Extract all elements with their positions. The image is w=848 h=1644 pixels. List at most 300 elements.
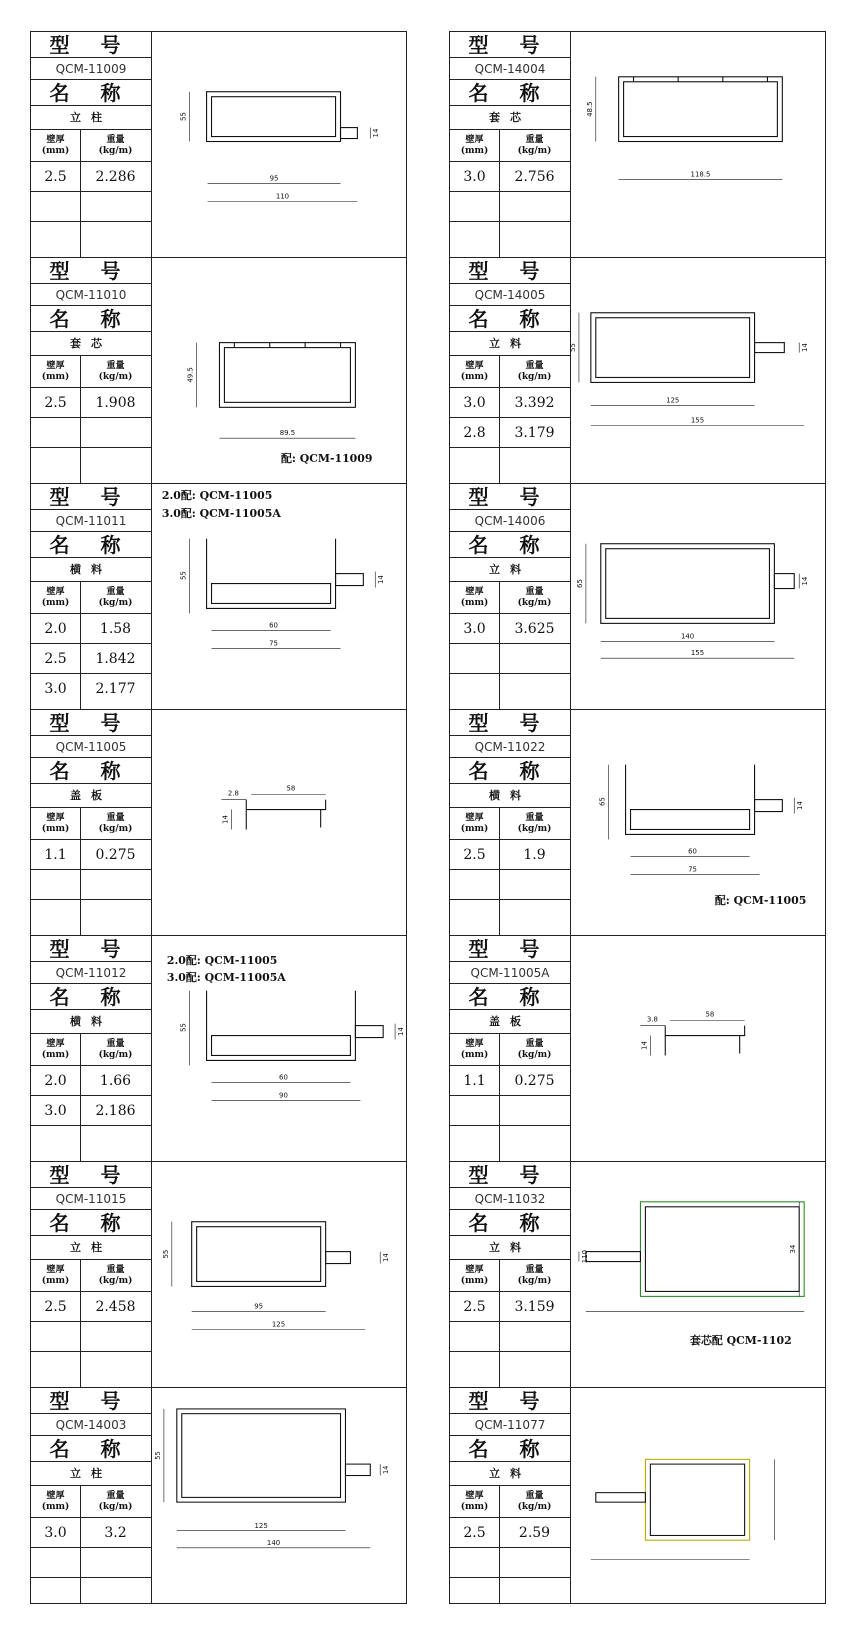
spec-row — [31, 1126, 151, 1156]
profile-card — [30, 31, 407, 257]
profile-cover — [246, 800, 325, 810]
model-heading: 型 号 — [31, 936, 151, 962]
model-number: QCM-14003 — [31, 1414, 151, 1436]
spec-row — [450, 674, 570, 704]
profile-drawing — [571, 484, 825, 709]
profile-mullion — [755, 343, 785, 353]
thickness-header — [31, 582, 80, 609]
profile-card — [449, 483, 826, 709]
thickness-header — [450, 1486, 499, 1513]
spec-row — [450, 614, 570, 644]
weight-header — [499, 1034, 570, 1061]
weight-label: 重量 — [525, 361, 544, 371]
model-number: QCM-11032 — [450, 1188, 570, 1210]
thickness-header — [450, 582, 499, 609]
weight-unit: (kg/m) — [517, 1502, 552, 1512]
weight-header — [499, 582, 570, 609]
spec-panel — [31, 1162, 152, 1387]
profile-drawing — [571, 936, 825, 1161]
spec-note: 2.0配: QCM-11005 — [161, 488, 273, 502]
weight-header — [80, 1260, 151, 1287]
dimension-label: 14 — [801, 576, 810, 586]
spec-header — [31, 356, 151, 388]
spec-header — [31, 1260, 151, 1292]
name-heading: 名 称 — [31, 758, 151, 784]
spec-note: 2.0配: QCM-11005 — [166, 953, 278, 967]
model-heading: 型 号 — [31, 32, 151, 58]
profile-name: 立柱 — [31, 1462, 151, 1486]
dimension-label: 89.5 — [279, 429, 296, 438]
model-heading: 型 号 — [450, 32, 570, 58]
dimension-label: 14 — [382, 1253, 391, 1262]
thickness-label: 壁厚 — [46, 135, 65, 145]
thickness-label: 壁厚 — [46, 1265, 65, 1275]
weight-unit: (kg/m) — [98, 146, 133, 156]
weight-header — [499, 130, 570, 157]
profile-outer — [591, 313, 755, 383]
dimension-label: 55 — [179, 1023, 188, 1033]
dimension-label: 48.5 — [585, 101, 594, 117]
profile-name: 横料 — [31, 1010, 151, 1034]
dimension-label: 155 — [690, 416, 705, 425]
spec-row — [450, 418, 570, 448]
weight-header — [499, 1486, 570, 1513]
model-heading: 型 号 — [31, 710, 151, 736]
right-column — [449, 31, 826, 1604]
thickness-header — [31, 1034, 80, 1061]
dimension-label: 14 — [801, 343, 810, 353]
dimension-label: 14 — [377, 575, 386, 584]
wall-thickness-value: 1.1 — [463, 1073, 486, 1089]
dimension-label: 140 — [266, 1539, 281, 1547]
weight-unit: (kg/m) — [98, 598, 133, 608]
profile-card — [449, 1387, 826, 1604]
spec-row — [450, 1352, 570, 1382]
model-heading: 型 号 — [31, 258, 151, 284]
profile-svg — [571, 1162, 825, 1387]
model-number: QCM-14004 — [450, 58, 570, 80]
wall-thickness-value: 2.5 — [44, 169, 67, 185]
dimension-label: 55 — [161, 1249, 170, 1259]
thickness-unit: (mm) — [41, 146, 70, 156]
profile-channel — [207, 539, 336, 609]
thickness-label: 壁厚 — [465, 813, 484, 823]
profile-outer — [219, 343, 355, 408]
profile-svg — [152, 258, 406, 483]
model-number: QCM-11009 — [31, 58, 151, 80]
profile-mullion — [345, 1464, 370, 1475]
dimension-label: 155 — [690, 649, 705, 658]
profile-inner — [624, 82, 778, 137]
profile-outer — [207, 92, 341, 142]
name-heading: 名 称 — [31, 306, 151, 332]
spec-panel — [450, 258, 571, 483]
profile-name: 套芯 — [31, 332, 151, 356]
spec-row — [450, 644, 570, 674]
thickness-header — [31, 356, 80, 383]
dimension-label: 75 — [688, 865, 697, 874]
weight-header — [80, 1486, 151, 1513]
weight-value: 1.58 — [99, 621, 132, 637]
wall-thickness-value: 2.5 — [463, 1525, 486, 1541]
wall-thickness-value: 3.0 — [44, 1525, 67, 1541]
dimension-label: 65 — [598, 797, 607, 807]
spec-row — [450, 192, 570, 222]
spec-row — [31, 1096, 151, 1126]
thickness-label: 壁厚 — [465, 1265, 484, 1275]
model-number: QCM-11011 — [31, 510, 151, 532]
dimension-label: 14 — [796, 801, 805, 810]
model-heading: 型 号 — [450, 936, 570, 962]
profile-svg — [568, 258, 825, 483]
spec-header — [31, 808, 151, 840]
weight-unit: (kg/m) — [517, 146, 552, 156]
left-column — [30, 31, 407, 1604]
weight-value: 1.66 — [99, 1073, 132, 1089]
spec-row — [31, 1352, 151, 1382]
profile-channel — [207, 991, 356, 1061]
weight-value: 1.908 — [95, 395, 136, 411]
wall-thickness-value: 3.0 — [463, 395, 486, 411]
spec-row — [450, 1066, 570, 1096]
profile-name: 横料 — [450, 784, 570, 808]
thickness-label: 壁厚 — [465, 587, 484, 597]
weight-label: 重量 — [106, 1039, 125, 1049]
spec-row — [31, 1548, 151, 1578]
column-divider — [499, 808, 500, 935]
dimension-label: 14 — [372, 128, 381, 138]
profile-outer — [645, 1459, 749, 1540]
profile-name: 盖板 — [450, 1010, 570, 1034]
spec-row — [450, 900, 570, 930]
spec-row — [31, 1292, 151, 1322]
profile-card — [30, 483, 407, 709]
weight-value: 2.756 — [514, 169, 555, 185]
profile-inner — [182, 1414, 341, 1498]
profile-card — [30, 1161, 407, 1387]
profile-drawing — [152, 32, 406, 257]
spec-row — [450, 448, 570, 478]
profile-cover — [665, 1026, 744, 1036]
weight-header — [80, 356, 151, 383]
spec-row — [31, 388, 151, 418]
spec-note: 配: QCM-11009 — [280, 452, 373, 466]
column-divider — [499, 1260, 500, 1387]
spec-header — [450, 1034, 570, 1066]
wall-thickness-value: 3.0 — [463, 169, 486, 185]
spec-row — [31, 1066, 151, 1096]
weight-header — [80, 582, 151, 609]
weight-header — [499, 1260, 570, 1287]
spec-header — [450, 808, 570, 840]
dimension-label: 60 — [279, 1073, 288, 1082]
weight-label: 重量 — [106, 1265, 125, 1275]
spec-panel — [450, 710, 571, 935]
spec-row — [450, 1096, 570, 1126]
thickness-header — [31, 130, 80, 157]
weight-value: 2.177 — [95, 681, 136, 697]
profile-drawing — [152, 484, 406, 709]
weight-unit: (kg/m) — [517, 824, 552, 834]
spec-panel — [450, 936, 571, 1161]
thickness-label: 壁厚 — [46, 361, 65, 371]
spec-row — [31, 644, 151, 674]
dimension-label: 140 — [680, 632, 695, 641]
model-number: QCM-11077 — [450, 1414, 570, 1436]
profile-mullion — [341, 128, 358, 139]
weight-unit: (kg/m) — [517, 598, 552, 608]
column-divider — [80, 356, 81, 483]
spec-panel — [31, 936, 152, 1161]
dimension-label: 14 — [397, 1027, 406, 1036]
profile-outer — [619, 77, 783, 142]
weight-label: 重量 — [106, 135, 125, 145]
thickness-label: 壁厚 — [465, 361, 484, 371]
thickness-header — [450, 356, 499, 383]
profile-inner — [606, 549, 770, 619]
model-number: QCM-11012 — [31, 962, 151, 984]
spec-row — [450, 222, 570, 252]
thickness-unit: (mm) — [460, 598, 489, 608]
profile-drawing — [571, 1162, 825, 1387]
spec-panel — [31, 32, 152, 257]
spec-row — [31, 614, 151, 644]
profile-inner — [224, 348, 350, 403]
weight-header — [499, 356, 570, 383]
dimension-label: 110 — [275, 192, 290, 201]
name-heading: 名 称 — [31, 532, 151, 558]
spec-row — [31, 418, 151, 448]
weight-label: 重量 — [525, 1039, 544, 1049]
spec-row — [31, 674, 151, 704]
profile-inner — [631, 810, 750, 830]
profile-mullion — [774, 574, 794, 589]
weight-value: 3.625 — [514, 621, 555, 637]
dimension-label: 34 — [789, 1244, 798, 1254]
profile-drawing — [571, 1388, 825, 1603]
column-divider — [80, 130, 81, 257]
weight-value: 3.179 — [514, 425, 555, 441]
weight-header — [80, 130, 151, 157]
model-number: QCM-11010 — [31, 284, 151, 306]
spec-row — [31, 162, 151, 192]
thickness-unit: (mm) — [41, 1276, 70, 1286]
thickness-unit: (mm) — [41, 1050, 70, 1060]
profile-drawing — [152, 258, 406, 483]
profile-drawing — [152, 710, 406, 935]
profile-mullion — [586, 1252, 641, 1262]
spec-panel — [31, 1388, 152, 1603]
name-heading: 名 称 — [450, 1436, 570, 1462]
thickness-label: 壁厚 — [46, 813, 65, 823]
weight-value: 2.286 — [95, 169, 136, 185]
profile-card — [30, 257, 407, 483]
name-heading: 名 称 — [450, 984, 570, 1010]
weight-unit: (kg/m) — [98, 372, 133, 382]
spec-panel — [31, 710, 152, 935]
profile-drawing — [571, 710, 825, 935]
wall-thickness-value: 2.8 — [463, 425, 486, 441]
profile-svg — [152, 32, 406, 257]
column-divider — [499, 582, 500, 709]
dimension-label: 14 — [640, 1041, 649, 1050]
name-heading: 名 称 — [450, 532, 570, 558]
dimension-label: 2.8 — [227, 789, 239, 798]
spec-row — [31, 1578, 151, 1608]
wall-thickness-value: 2.5 — [463, 847, 486, 863]
spec-row — [31, 192, 151, 222]
profile-svg — [571, 32, 825, 257]
column-divider — [80, 808, 81, 935]
weight-unit: (kg/m) — [517, 372, 552, 382]
profile-inner — [650, 1464, 744, 1535]
dimension-label: 14 — [221, 815, 230, 824]
profile-svg — [571, 1388, 825, 1603]
thickness-header — [450, 1034, 499, 1061]
weight-value: 1.9 — [523, 847, 546, 863]
dimension-label: 75 — [269, 639, 278, 648]
profile-inner — [212, 97, 336, 137]
model-heading: 型 号 — [450, 258, 570, 284]
thickness-label: 壁厚 — [46, 587, 65, 597]
dimension-label: 58 — [286, 784, 296, 793]
spec-row — [450, 1126, 570, 1156]
dimension-label: 55 — [179, 571, 188, 581]
weight-label: 重量 — [525, 1491, 544, 1501]
weight-label: 重量 — [525, 135, 544, 145]
model-heading: 型 号 — [450, 1162, 570, 1188]
weight-label: 重量 — [525, 813, 544, 823]
weight-unit: (kg/m) — [98, 824, 133, 834]
spec-panel — [31, 484, 152, 709]
weight-value: 1.842 — [95, 651, 136, 667]
weight-label: 重量 — [106, 1491, 125, 1501]
spec-header — [31, 130, 151, 162]
weight-label: 重量 — [106, 361, 125, 371]
spec-header — [31, 1034, 151, 1066]
profile-outer — [192, 1222, 326, 1287]
profile-stub — [755, 800, 783, 812]
column-divider — [499, 356, 500, 483]
profile-name: 立料 — [450, 1236, 570, 1260]
thickness-unit: (mm) — [41, 824, 70, 834]
model-number: QCM-11005A — [450, 962, 570, 984]
spec-row — [450, 1518, 570, 1548]
profile-drawing — [571, 32, 825, 257]
spec-row — [31, 448, 151, 478]
profile-name: 套芯 — [450, 106, 570, 130]
dimension-label: 55 — [568, 343, 577, 353]
name-heading: 名 称 — [31, 984, 151, 1010]
profile-card — [449, 709, 826, 935]
spec-row — [450, 870, 570, 900]
model-heading: 型 号 — [31, 1162, 151, 1188]
profile-mullion — [326, 1252, 351, 1264]
spec-panel — [450, 484, 571, 709]
thickness-header — [450, 808, 499, 835]
spec-row — [450, 1548, 570, 1578]
profile-card — [30, 935, 407, 1161]
dimension-label: 14 — [382, 1465, 391, 1475]
profile-name: 横料 — [31, 558, 151, 582]
column-divider — [80, 1486, 81, 1603]
weight-value: 3.159 — [514, 1299, 555, 1315]
thickness-unit: (mm) — [460, 1050, 489, 1060]
column-divider — [80, 1034, 81, 1161]
wall-thickness-value: 2.0 — [44, 1073, 67, 1089]
thickness-unit: (mm) — [41, 1502, 70, 1512]
model-heading: 型 号 — [450, 484, 570, 510]
profile-card — [449, 1161, 826, 1387]
model-number: QCM-14005 — [450, 284, 570, 306]
spec-header — [450, 1260, 570, 1292]
model-number: QCM-11005 — [31, 736, 151, 758]
thickness-header — [31, 1260, 80, 1287]
spec-note: 3.0配: QCM-11005A — [166, 970, 286, 984]
dimension-label: 49.5 — [186, 367, 195, 383]
profile-outer — [640, 1202, 804, 1297]
wall-thickness-value: 3.0 — [44, 681, 67, 697]
profile-inner — [212, 1036, 351, 1056]
profile-svg — [152, 1162, 406, 1387]
weight-unit: (kg/m) — [98, 1050, 133, 1060]
weight-value: 2.186 — [95, 1103, 136, 1119]
profile-svg — [571, 710, 825, 935]
spec-row — [450, 1292, 570, 1322]
profile-card — [449, 935, 826, 1161]
weight-unit: (kg/m) — [517, 1276, 552, 1286]
spec-note: 配: QCM-11005 — [714, 894, 807, 908]
weight-label: 重量 — [106, 587, 125, 597]
profile-svg — [152, 1388, 406, 1603]
dimension-label: 125 — [254, 1521, 268, 1530]
weight-label: 重量 — [525, 587, 544, 597]
profile-inner — [596, 318, 750, 378]
spec-header — [31, 1486, 151, 1518]
profile-card — [449, 31, 826, 257]
name-heading: 名 称 — [450, 306, 570, 332]
wall-thickness-value: 2.5 — [463, 1299, 486, 1315]
model-heading: 型 号 — [450, 710, 570, 736]
weight-value: 2.458 — [95, 1299, 136, 1315]
profile-svg — [571, 936, 825, 1161]
wall-thickness-value: 2.5 — [44, 395, 67, 411]
thickness-unit: (mm) — [460, 1502, 489, 1512]
thickness-unit: (mm) — [460, 146, 489, 156]
wall-thickness-value: 2.0 — [44, 621, 67, 637]
column-divider — [499, 1486, 500, 1603]
spec-header — [450, 582, 570, 614]
spec-row — [450, 840, 570, 870]
profile-stub — [355, 1026, 383, 1038]
column-divider — [499, 130, 500, 257]
spec-panel — [450, 1162, 571, 1387]
profile-name: 盖板 — [31, 784, 151, 808]
dimension-label: 60 — [688, 847, 697, 856]
profile-inner — [212, 584, 331, 604]
weight-header — [80, 1034, 151, 1061]
dimension-label: 58 — [705, 1010, 715, 1019]
thickness-label: 壁厚 — [465, 1039, 484, 1049]
profile-name: 立料 — [450, 1462, 570, 1486]
spec-panel — [450, 1388, 571, 1603]
spec-row — [450, 388, 570, 418]
thickness-label: 壁厚 — [46, 1491, 65, 1501]
profile-name: 立料 — [450, 332, 570, 356]
profile-name: 立柱 — [31, 106, 151, 130]
column-divider — [80, 582, 81, 709]
profile-drawing — [152, 1388, 406, 1603]
